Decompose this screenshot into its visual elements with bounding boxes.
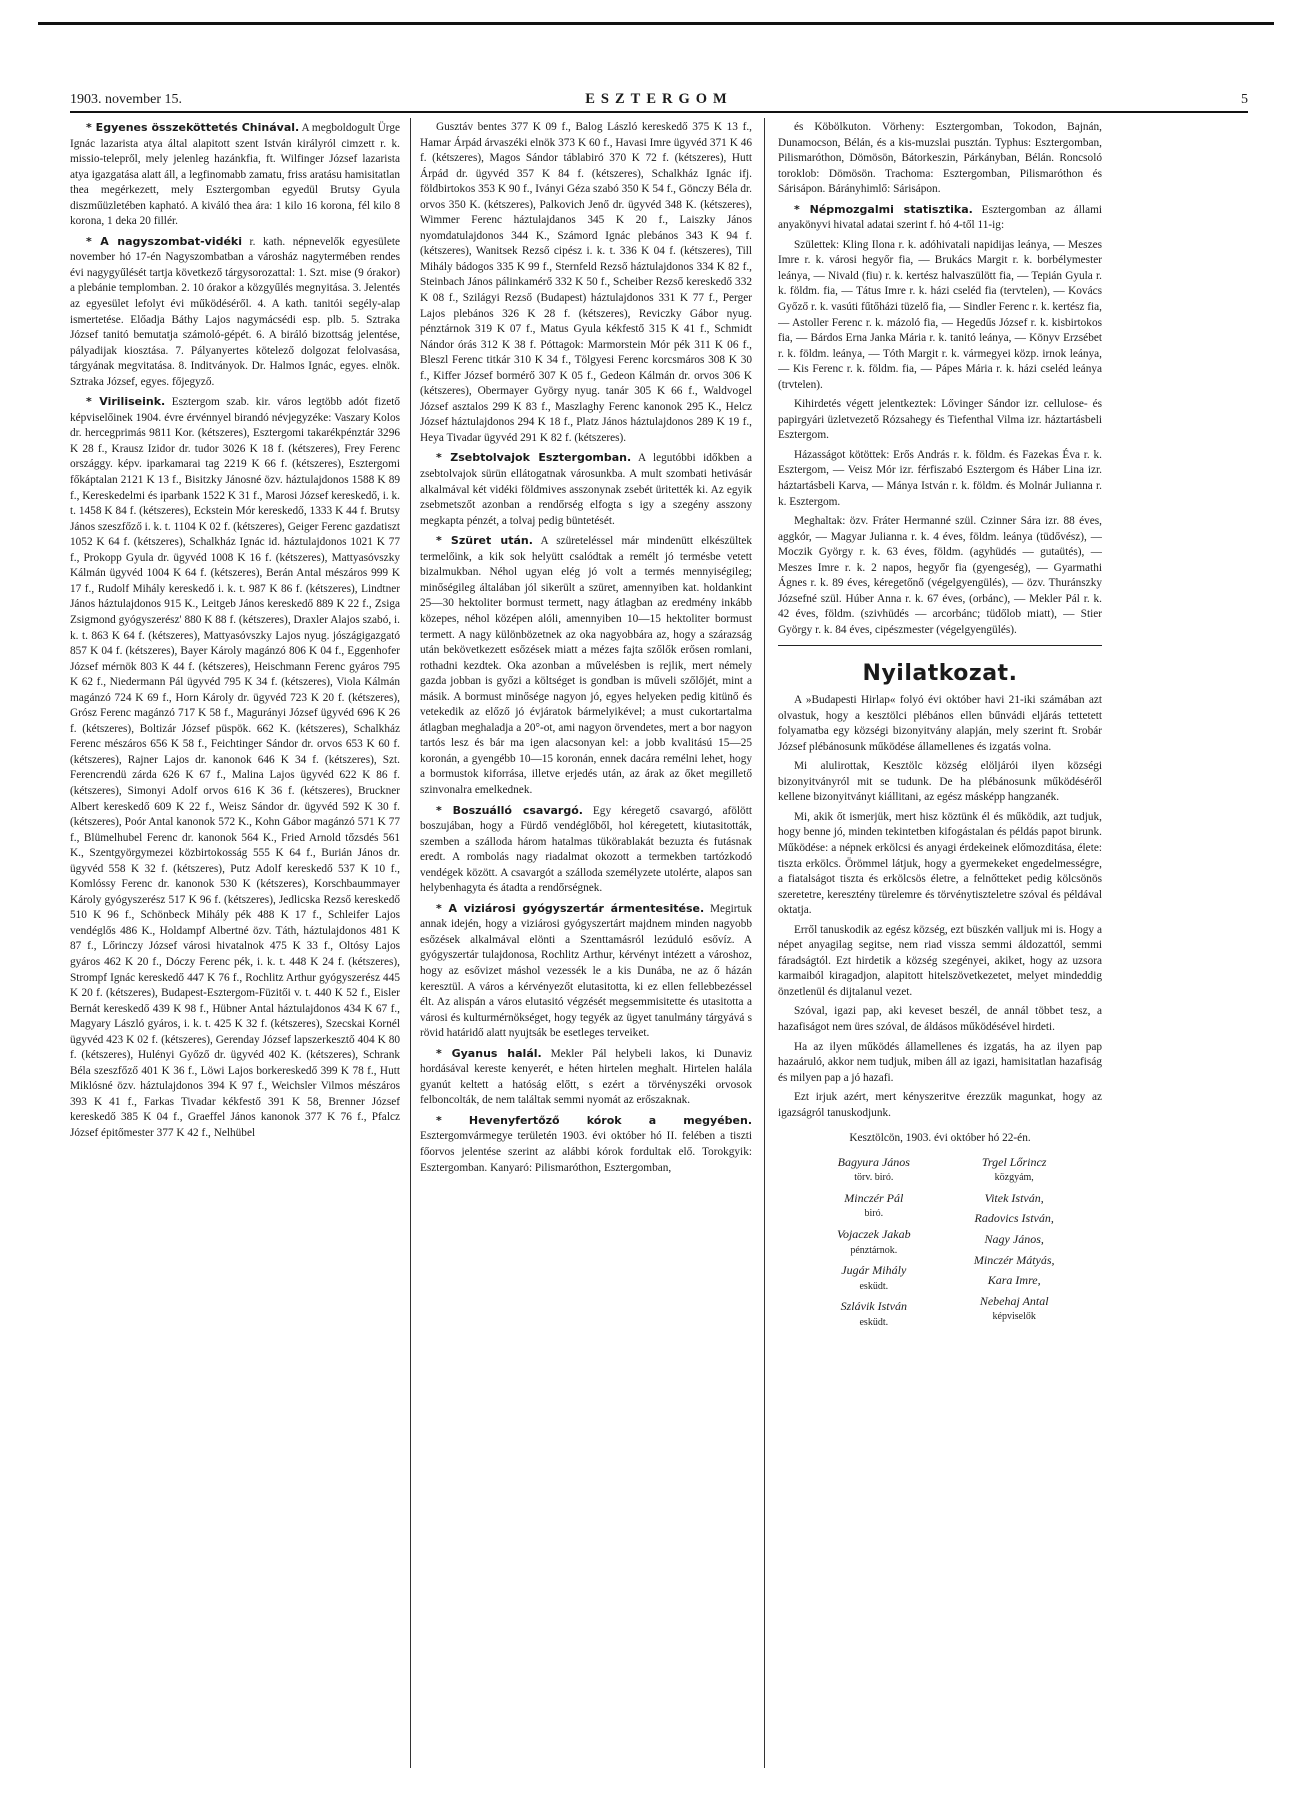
article-heading: * Népmozgalmi statisztika.	[794, 202, 973, 216]
signatory-name: Nagy János,	[984, 1232, 1044, 1246]
signatory-name: Minczér Pál	[844, 1190, 904, 1205]
notice-paragraph: Ezt irjuk azért, mert kényszeritve érezzük magunkat, hogy az igazságról tanuskodjunk.	[778, 1091, 1102, 1119]
signature	[954, 1211, 1074, 1227]
signature	[954, 1294, 1074, 1325]
article-text: Meghaltak: özv. Fráter Hermanné szül. Czinner Sára izr. 88 éves, aggkór, — Magyar Julianna r. k. 4 éves, földm. leánya (tüdővész), — Moczik György r. k. 63 éves, földm. (agyhüdés — gutaütés), — Meszes Imre r. k. 2 napos, hegyőr fia (gyengeség), — Gyarmathi Ágnes r. k. 89 éves, kéregetőnő (végelgyengülés), — özv. Thuránszky Józsefné szül. Húber Anna r. k. 67 éves, (orbánc), — Mekler Pál r. k. 42 éves, földm. (szivhüdés — arcorbánc; tüdőlob miatt), — Stier György r. k. 84 éves, cipészmester (végelgyengülés).	[778, 515, 1102, 636]
notice-paragraph: A »Budapesti Hirlap« folyó évi október havi 21-iki számában azt olvastuk, hogy a kesztölci plébános ellen bűnvádi eljárás tettetett folyamatba egy községi bizonyitvány alapján, mely szerint ft. Srobár József plébánosunk működése államellenes és izgatás volna.	[778, 694, 1102, 753]
article-text: Születtek: Kling Ilona r. k. adóhivatali napidijas leánya, — Meszes Imre r. k. városi hegyőr fia, — Brukács Margit r. k. borbélymester leánya, — Nivald (fiu) r. k. kertész halvaszülött fia, — Tepián Gyula r. k. földm. fia, — Tátus Imre r. k. házi cseléd fia (tervtelen), — Kovács Győző r. k. vasúti fűtőházi tüzelő fia, — Sindler Ferenc r. k. kertész fia, — Astoller Ferenc r. k. mázoló fia, — Hegedűs József r. k. kisbirtokos fia, — Bárdos Erna Janka Mária r. k. tanitó leánya, — Könyv Erzsébet r. k. földm. leánya, — Tóth Margit r. k. vármegyei közp. irnok leánya, — Kis Ferenc r. k. földm. fia, — Pápes Mária r. k. házi cseléd leánya (trvtelen).	[778, 238, 1102, 391]
notice-paragraph: Mi, akik őt ismerjük, mert hisz köztünk él és működik, azt tudjuk, hogy benne jó, minden tekintetben kifogástalan és példás papot birunk. Működése: a népnek erkölcsi és anyagi érdekeinek előmozditása, élete: tiszta erkölcs. Örömmel látjuk, hogy a gyermekeket engedelmességre, a fiatalságot tiszta és erkölcsös életre, a felnőtteket pedig kölcsönös szeretetre, keresztény türelemre és törvénytiszteletre szóval és példával oktatja.	[778, 810, 1102, 917]
article-text: Gusztáv bentes 377 K 09 f., Balog László kereskedő 375 K 13 f., Hamar Árpád árvaszéki elnök 373 K 60 f., Havasi Imre ügyvéd 371 K 46 f. (kétszeres), Magos Sándor táblabiró 370 K 72 f. (kétszeres), Hutt Árpád dr. ügyvéd 357 K 84 f. (kétszeres), Schalkház Ignác ifj. földbirtokos 353 K 90 f., Iványi Géza szabó 350 K 54 f., Gönczy Béla dr. orvos 350 K. (kétszeres), Palkovich Jenő dr. ügyvéd 348 K. (kétszeres), Wimmer Ferenc háztulajdanos 345 K 20 f., Laiszky János nyomdatulajdonos 344 K., Számord Ignác plebános 343 K 94 f. (kétszeres), Wanitsek Rezső cipész i. k. t. 336 K 04 f. (kétszeres), Till Mihály bádogos 335 K 99 f., Sternfeld Rezső háztulajdonos 334 K 82 f., Steinbach János pálinkamérő 332 K 50 f., Scheiber Rezső kereskedő 332 K 08 f., Szilágyi Rezső (Budapest) háztulajdonos 331 K 77 f., Perger Lajos plebános 326 K 28 f. (kétszeres), Reviczky Gábor nyug. pénztárnok 319 K 07 f., Matus Gyula kékfestő 315 K 41 f., Schmidt Nándor órás 312 K 38 f. Póttagok: Marmorstein Mór pék 311 K 06 f., Bleszl Ferenc titkár 310 K 34 f., Tölgyesi Ferenc korcsmáros 308 K 30 f., Kiffer József bormérő 307 K 05 f., Gedeon Kálmán dr. orvos 306 K (kétszeres), Obermayer György nyug. tanár 305 K 66 f., Waldvogel József asztalos 299 K 83 f., Maszlaghy Ferenc kanonok 295 K., Helcz József háztulajdonos 294 K 18 f., Platz János háztulajdonos 289 K 19 f., Heya Tivadar ügyvéd 291 K 82 f. (kétszeres).	[420, 121, 752, 444]
nyilatkozat-notice	[778, 645, 1102, 1336]
page-number: 5	[1241, 92, 1248, 107]
article-text: Házasságot kötöttek: Erős András r. k. földm. és Fazekas Éva r. k. Esztergom, — Veisz Mór izr. férfiszabó Esztergom és Háber Lina izr. háztartásbeli Karva, — Mánya István r. k. földm. és Molnár Julianna r. k. Esztergom.	[778, 448, 1102, 508]
signatory-name: Nebehaj Antal	[979, 1293, 1049, 1308]
notice-paragraph: Mi alulirottak, Kesztölc község elöljárói ilyen községi bizonyitványról mit se tudunk. De ha plébánosunk működéséről kellene bizonyitványt kiállitani, az egész másképp hangzanék.	[778, 760, 1102, 804]
column-1	[70, 120, 400, 1760]
signature	[814, 1155, 934, 1186]
signatory-name: Vojaczek Jakab	[836, 1227, 911, 1241]
notice-title: Nyilatkozat.	[862, 660, 1018, 686]
article-paragraph	[778, 238, 1102, 393]
signatory-role: törv. biró.	[854, 1172, 894, 1184]
article-heading: * A viziárosi gyógyszertár ármentesitése.	[436, 901, 705, 915]
article-paragraph	[420, 1113, 752, 1176]
article-text: és Köbölkuton. Vörheny: Esztergomban, Tokodon, Bajnán, Dunamocson, Bélán, és a kis-muzslai pusztán. Typhus: Esztergomban, Pilismaróthon, Dömösön, Bátorkeszin, Párkányban, Bélán. Roncsoló toroklob: Dömösön. Trachoma: Esztergomban, Pilismaróthon és Sárisápon. Bárányhimlő: Sárisápon.	[778, 121, 1102, 196]
article-paragraph	[778, 397, 1102, 444]
signatory-name: Szlávik István	[840, 1299, 907, 1314]
article-text: A legutóbbi időkben a zsebtolvajok sürün ellátogatnak városunkba. A mult szombati hetivásár alkalmával két vidéki földmives asszonynak zsebét üritették ki. Az egyik zsebmetszőt azonban a rendőrség elfogta s igy a szegény asszony megkapta pénzét, a tolvaj pedig büntetését.	[420, 452, 752, 527]
column-2	[420, 120, 752, 1760]
article-text: Esztergomvármegye területén 1903. évi október hó II. felében a tiszti főorvos jelentése szerint az alábbi kórok fordultak elő. Torokgyik: Esztergomban. Kanyaró: Pilismaróthon, Esztergomban,	[420, 1130, 752, 1174]
column-divider	[410, 118, 411, 1768]
column-3	[778, 120, 1102, 1760]
article-paragraph	[70, 394, 400, 1141]
signature-block	[778, 1155, 1102, 1335]
signatory-role: esküdt.	[859, 1316, 889, 1328]
notice-paragraph: Erről tanuskodik az egész község, ezt büszkén valljuk mi is. Hogy a népet anyagilag segitse, nem riad vissza semmi áldozattól, semmi fáradságtól. Ezt hirdetik a község szegényei, akiket, hogy az uzsora karmaiból kiragadjon, alapitott hitelszövetkezetet, melyet mindeddig önzetlenül és dijtalanul vezet.	[778, 923, 1102, 998]
article-text: r. kath. népnevelők egyesülete november hó 17-én Nagyszombatban a városház nagytermében rendes évi nagygyűlését tartja következő tárgysorozattal: 1. Szt. mise (9 órakor) a plebánie templomban. 2. 10 órakor a közgyűlés megnyitása. 3. Jelentés az egyesület lefolyt évi működéséről. 4. A kath. tanitói segély-alap ismertetése. Előadja Báthy Lajos nagymácsédi esp. plb. 5. Sztraka József tanitó bemutatja számoló-gépét. 6. A biráló bizottság jelentése, pályadijak kiosztása. 7. Pályanyertes kötelező dolgozat felolvasása, tárgyának megvitatása. 8. Inditványok. Dr. Halmos Ignác, egyes. elnök. Sztraka József, egyes. főjegyző.	[70, 235, 400, 388]
article-paragraph	[420, 901, 752, 1042]
article-text: A szüreteléssel már mindenütt elkészültek termelőink, a kik sok helyütt csalódtak a remélt jó termésbe vetett bizalmukban. Néhol ugyan elég jó volt a termés mennyiségileg; minőségileg általában jól sikerült a szüret, amennyiben kat. holdankint 25—30 hektoliter bormust termett, nagy átlagban az eredmény inkább közepes, néhol középen alóli, amennyiben 10—15 hektoliter bormust termett. A nagy különbözetnek az oka nagyobbára az, hogy a szárazság után bekövetkezett esőzések miatt a mézes fajta szőlők erősen romlani, rothadni kezdtek. Oka azonban a művelésben is rejlik, mert némely gazda jobban is győzi a költséget is gondban is műveli szőlőjét, mint a másik. A bormust minősége nagyon jó, egyes helyeken pedig kitünő és vetekedik az előző jó évjáratok bármelyikével; a must cukortartalma átlagban meghaladja a 20°-ot, ami nagyon örvendetes, mert a bor nagyon tartós lesz és bár ma igen alacsonyan kel: a jobb kvalitású 15—25 koronán, a gyengébb 10—15 koronán, ennek dacára remélni lehet, hogy a bormustok kiforrása, illetve erjedés után, az árak az őket megillető szinvonalra emelkednek.	[420, 535, 752, 796]
article-text: Egy kéregető csavargó, afölött boszujában, hogy a Fürdő vendéglőből, hol kéregetett, kiutasitották, szemben a szálloda három hatalmas tükörablakát bezuzta és futásnak eredt. A rombolás nagy riadalmat okozott a termekben tartózkodó vendégek között. A csavargót a szálloda személyzete utolérte, alapos san helybenhagyta és átadta a rendőrségnek.	[420, 804, 752, 895]
article-paragraph	[420, 533, 752, 798]
notice-paragraph: Ha az ilyen működés államellenes és izgatás, ha az ilyen pap hazaáruló, akkor nem tudjuk, miben áll az igazi, hamisitatlan hazafiság és milyen pap a jó hazafi.	[778, 1040, 1102, 1084]
article-paragraph	[420, 803, 752, 897]
signature	[814, 1263, 934, 1294]
article-heading: * Egyenes összeköttetés Chinával.	[86, 121, 300, 134]
signatory-name: Kara Imre,	[987, 1273, 1041, 1288]
signatory-name: Radovics István,	[974, 1211, 1054, 1226]
column-3-articles	[778, 120, 1102, 639]
signatory-name: Trgel Lőrincz	[981, 1154, 1047, 1169]
signatory-name: Minczér Mátyás,	[973, 1252, 1055, 1267]
signatory-role: biró.	[864, 1208, 884, 1220]
notice-paragraph: Szóval, igazi pap, aki keveset beszél, de annál többet tesz, a hazafiságot nem üres szóval, de áldásos működésével hirdeti.	[778, 1005, 1102, 1033]
signature	[954, 1191, 1074, 1207]
article-paragraph	[778, 202, 1102, 234]
signature	[954, 1155, 1074, 1186]
signatory-role: esküdt.	[859, 1280, 889, 1292]
signature	[814, 1227, 934, 1258]
column-divider	[764, 118, 765, 1768]
article-heading: * Zsebtolvajok Esztergomban.	[436, 451, 632, 465]
article-paragraph	[70, 234, 400, 390]
signatures-left	[814, 1155, 934, 1335]
article-text: Megirtuk annak idején, hogy a viziárosi gyógyszertárt majdnem minden nagyobb esőzések alkalmával elönti a Szenttamásról lezúduló esővíz. A gyógyszertár tulajdonosa, Rochlitz Arthur, kérvényt intézett a városhoz, hogy az esővizet máshol vezessék le a kis Dunába, ne az ő házán keresztül. A város a kérvényezőt elutasitotta, ki ez ellen fellebbezéssel élt. Az alispán a város elutasitó végzését megsemmisitette és utasitotta a városi és kulturmérnökséget, hogy tegyék az ügyet tanulmány tárgyává s rövid határidő alatt nyujtsák be esetleges terveiket.	[420, 902, 752, 1040]
top-border-rule	[38, 22, 1274, 25]
article-paragraph	[778, 514, 1102, 638]
signatory-role: közgyám,	[994, 1172, 1034, 1184]
signature	[954, 1253, 1074, 1269]
signature	[814, 1191, 934, 1222]
article-text: Esztergomban az állami anyakönyvi hivatal adatai szerint f. hó 4-től 11-ig:	[778, 203, 1102, 232]
article-heading: * Viriliseink.	[86, 395, 166, 409]
article-paragraph	[420, 120, 752, 446]
header-date: 1903. november 15.	[70, 92, 182, 107]
signatory-role: pénztárnok.	[850, 1244, 898, 1256]
newspaper-title: ESZTERGOM	[585, 91, 733, 107]
signatory-name: Vitek István,	[984, 1190, 1044, 1205]
article-text: A megboldogult Ürge Ignác lazarista atya által alapitott szent István királyról cimzett r. k. missio-telepről, mely jelenleg hazánkfia, ft. Wilfinger József lazarista atya igazgatása alatt áll, a legfinomabb zamatu, friss aratásu hamisitatlan thea megérkezett, mely Esztergomban egyedül Brutsy Gyula diszműüzletében kapható. A kiváló thea ára: 1 kilo 16 korona, fél kilo 8 korona, 1 deka 20 fillér.	[70, 122, 400, 228]
header-rule	[70, 111, 1248, 113]
article-paragraph	[420, 1046, 752, 1109]
article-text: Kihirdetés végett jelentkeztek: Lővinger Sándor izr. cellulose- és papirgyári üzletvezető Rózsahegy és Tiefenthal Vilma izr. háztartásbeli Esztergom.	[778, 398, 1102, 442]
article-paragraph	[778, 120, 1102, 198]
article-heading: * Hevenyfertőző kórok a megyében.	[436, 1113, 752, 1127]
article-paragraph	[70, 120, 400, 230]
signature	[954, 1273, 1074, 1289]
article-heading: * Boszuálló csavargó.	[436, 803, 583, 817]
signatory-name: Bagyura János	[837, 1154, 910, 1169]
article-heading: * Szüret után.	[436, 534, 533, 548]
article-paragraph	[778, 448, 1102, 510]
signatory-role: képviselők	[992, 1311, 1036, 1323]
signatures-right	[954, 1155, 1074, 1335]
article-paragraph	[420, 450, 752, 529]
article-text: Mekler Pál helybeli lakos, ki Dunaviz hordásával kereste kenyerét, e héten hirtelen meghalt. Hirtelen halála gyanút keltett a hatóság előtt, s ezért a törvényszéki orvosok felboncolták, de nem találtak semmi nyomát az erőszaknak.	[420, 1047, 752, 1107]
article-heading: * Gyanus halál.	[436, 1046, 542, 1060]
notice-date-line: Kesztölcön, 1903. évi október hó 22-én.	[849, 1132, 1031, 1145]
notice-body	[778, 693, 1102, 1121]
signatory-name: Jugár Mihály	[841, 1263, 907, 1278]
article-heading: * A nagyszombat-vidéki	[86, 234, 243, 248]
signature	[954, 1232, 1074, 1248]
article-text: Esztergom szab. kir. város legtöbb adót fizető képviselőinek 1904. évre érvénnyel birandó névjegyzéke: Vaszary Kolos dr. hercegprimás 9811 Kor. (kétszeres), Esztergomi takarékpénztár 3296 K 28 f., Krausz Izidor dr. tudor 3026 K 18 f. (kétszeres), Frey Ferenc országgy. képv. iparkamarai tag 2219 K 66 f. (kétszeres), Esztergomi főkáptalan 2121 K 13 f., Bisitzky Jánosné özv. háztulajdonos 1588 K 89 f., Kereskedelmi és iparbank 1522 K 31 f., Marosi József kereskedő, i. k. t. 1458 K 84 f. (kétszeres), Eckstein Mór kereskedő, 1333 K 44 f. Brutsy János szeszfőző i. k. t. 1104 K 02 f. (kétszeres), Geiger Ferenc gazdatiszt 1052 K 64 f. (kétszeres), Schalkház Ignác id. háztulajdonos 1021 K 77 f., Prokopp Gyula dr. ügyvéd 1008 K 16 f. (kétszeres), Mattyasóvszky Kálmán ügyvéd 1004 K 64 f. (kétszeres), Berán Antal mészáros 999 K 17 f., Rudolf Mihály kereskedő i. k. t. 987 K 86 f. (kétszeres), Lindtner János háztulajdonos 915 K., Leitgeb János kereskedő 889 K 22 f., Zsiga Zsigmond gyógyszerész' 880 K 88 f. (kétszeres), Draxler Alajos szabó, i. k. t. 863 K 64 f. (kétszeres), Mattyasóvszky Lajos nyug. jószágigazgató 857 K 04 f. (kétszeres), Bayer Károly magánzó 806 K 04 f., Eggenhofer József mérnök 803 K 44 f. (kétszeres), Heischmann Ferenc gyáros 795 K 62 f., Niedermann Pál ügyvéd 795 K 34 f. (kétszeres), Viola Kálmán magánzó 724 K 69 f., Horn Károly dr. ügyvéd 723 K 20 f. (kétszeres), Grósz Ferenc magánzó 717 K 58 f., Magurányi József ügyvéd 696 K 26 f. (kétszeres), Boltizár József püspök. 662 K. (kétszeres), Schalkház Ferenc mészáros 656 K 58 f., Feichtinger Sándor dr. orvos 653 K 60 f. (kétszeres), Rajner Lajos dr. kanonok 646 K 34 f. (kétszeres), Szt. Ferencrendü zárda 626 K 67 f., Malina Lajos ügyvéd 622 K 86 f. (kétszeres), Simonyi Adolf orvos 616 K 36 f. (kétszeres), Bruckner Albert kereskedő 609 K 22 f., Weisz Sándor dr. ügyvéd 592 K 30 f. (kétszeres), Poór Antal kanonok 572 K., Kohn Gábor magánzó 571 K 77 f., Blümelhubel Ferenc dr. kanonok 564 K., Fried Arnold tőzsdés 561 K., Szentgyörgymezei közbirtokosság 555 K 64 f., Burián János dr. ügyvéd 558 K 32 f. (kétszeres), Putz Adolf kereskedő 537 K 10 f., Komlóssy Ferenc dr. kanonok 530 K (kétszeres), Korschbaummayer Károly gyógyszerész 517 K 96 f. (kétszeres), Jedlicska Rezső kereskedő 510 K 96 f., Schönbeck Mihály pék 488 K 17 f., Schleifer Lajos vendéglős 486 K., Holdampf Albertné özv. Táth, háztulajdonos 481 K 87 f., Lőrinczy József városi hivatalnok 475 K 33 f., Oltósy Lajos gyáros 462 K 20 f., Dóczy Ferenc pék, i. k. t. 448 K 24 f. (kétszeres), Strompf Ignác kereskedő 447 K 76 f., Rochlitz Arthur gyógyszerész 445 K 20 f. (kétszeres), Budapest-Esztergom-Füzitői v. t. 440 K 52 f., Eisler Bernát kereskedő 439 K 98 f., Hübner Antal háztulajdonos 434 K 67 f., Magyary László gyáros, i. k. t. 425 K 32 f. (kétszeres), Szecskai Kornél ügyvéd 423 K 02 f. (kétszeres), Gerenday József lapszerkesztő 404 K 80 f. (kétszeres), Hulényi Győző dr. ügyvéd 402 K. (kétszeres), Schrank Béla szeszfőző 401 K 36 f., Löwi Lajos borkereskedő 399 K 78 f., Hutt Miklósné özv. háztulajdonos 394 K 97 f., Weichsler Vilmos mészáros 393 K 41 f., Farkas Tivadar kékfestő 391 K 58, Brenner József kereskedő 385 K 04 f., Graeffel János kanonok 377 K 76 f., Pfalcz József épitőmester 377 K 42 f., Nelhübel	[70, 396, 400, 1139]
signature	[814, 1299, 934, 1330]
